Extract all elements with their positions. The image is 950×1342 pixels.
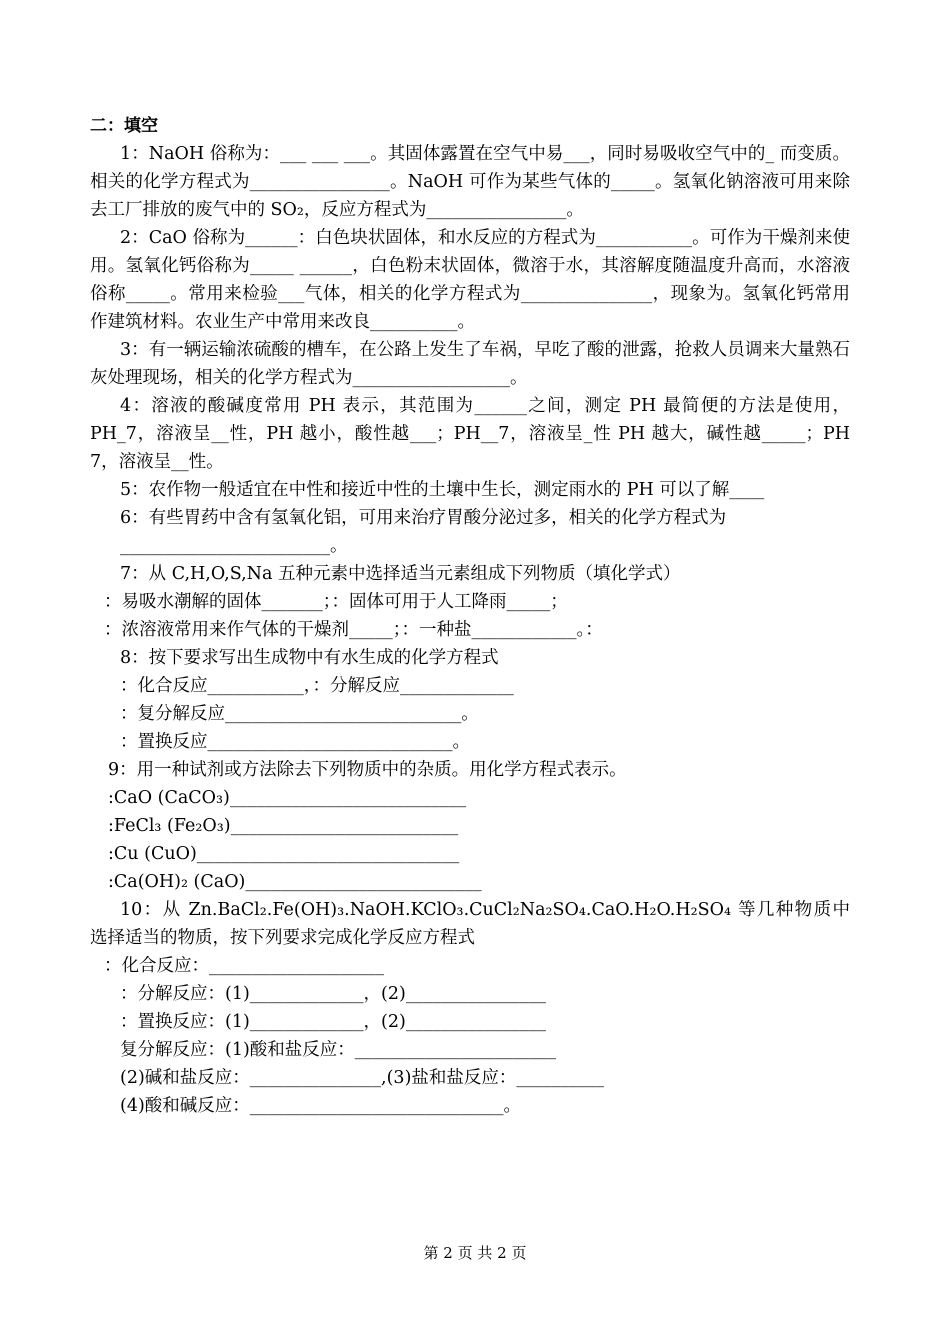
question-7-part-a: ：易吸水潮解的固体_______；：固体可用于人工降雨_____； — [104, 592, 568, 612]
question-10-part-d: 复分解反应：(1)酸和盐反应：_______________________ — [120, 1040, 557, 1060]
worksheet-body — [90, 112, 850, 1120]
question-10-part-e: (2)碱和盐反应：_______________,(3)盐和盐反应：__________ — [120, 1068, 604, 1088]
question-10-part-a: ：化合反应：____________________ — [104, 956, 384, 976]
question-9: 9：用一种试剂或方法除去下列物质中的杂质。用化学方程式表示。 — [108, 760, 627, 780]
question-6: 6：有些胃药中含有氢氧化铝，可用来治疗胃酸分泌过多，相关的化学方程式为 — [120, 508, 727, 528]
question-10-part-f: (4)酸和碱反应：_____________________________。 — [120, 1096, 522, 1116]
question-1: 1：NaOH 俗称为：___ ___ ___。其固体露置在空气中易___，同时易吸收空气中的_ 而变质。相关的化学方程式为________________。NaOH 可作为某些气体的_____。氢氧化钠溶液可用来除去工厂排放的废气中的 SO₂，反应方程式为________________。 — [90, 144, 850, 220]
question-8: 8：按下要求写出生成物中有水生成的化学方程式 — [120, 648, 499, 668]
page-footer: 第 2 页 共 2 页 — [423, 1244, 527, 1262]
question-5: 5：农作物一般适宜在中性和接近中性的土壤中生长，测定雨水的 PH 可以了解____ — [120, 480, 765, 500]
question-7-part-b: ：浓溶液常用来作气体的干燥剂_____；：一种盐____________。： — [104, 620, 603, 640]
question-8-part-c: ：置换反应____________________________。 — [120, 732, 470, 752]
question-9-item-2: :FeCl₃ (Fe₂O₃)__________________________ — [108, 816, 459, 836]
question-8-part-a: ：化合反应___________，：分解反应_____________ — [120, 676, 514, 696]
question-9-item-3: :Cu (CuO)______________________________ — [108, 844, 460, 864]
question-10-part-b: ：分解反应：(1)_____________，(2)________________ — [120, 984, 546, 1004]
question-9-item-4: :Ca(OH)₂ (CaO)___________________________ — [108, 872, 482, 892]
question-3: 3：有一辆运输浓硫酸的槽车，在公路上发生了车祸，早吃了酸的泄露，抢救人员调来大量熟石灰处理现场，相关的化学方程式为__________________。 — [90, 340, 850, 388]
question-8-part-b: ：复分解反应___________________________。 — [120, 704, 479, 724]
question-6-answer-line: ________________________。 — [120, 536, 348, 556]
question-10: 10：从 Zn.BaCl₂.Fe(OH)₃.NaOH.KClO₃.CuCl₂Na₂SO₄.CaO.H₂O.H₂SO₄ 等几种物质中选择适当的物质，按下列要求完成化学反应方程式 — [90, 900, 850, 948]
section-heading: 二：填空 — [90, 116, 158, 136]
question-2: 2：CaO 俗称为______：白色块状固体，和水反应的方程式为___________。可作为干燥剂来使用。氢氧化钙俗称为_____ ______，白色粉末状固体，微溶于水，其溶解度随温度升高而，水溶液俗称_____。常用来检验___气体，相关的化学方程式为_______________，现象为。氢氧化钙常用作建筑材料。农业生产中常用来改良__________。 — [90, 228, 850, 332]
question-10-part-c: ：置换反应：(1)_____________，(2)________________ — [120, 1012, 546, 1032]
question-4: 4：溶液的酸碱度常用 PH 表示，其范围为______之间，测定 PH 最简便的方法是使用，PH_7，溶液呈__性，PH 越小，酸性越___；PH__7，溶液呈_性 PH 越大，碱性越_____；PH 7，溶液呈__性。 — [90, 396, 850, 472]
question-7: 7：从 C,H,O,S,Na 五种元素中选择适当元素组成下列物质（填化学式） — [120, 564, 681, 584]
question-9-item-1: :CaO (CaCO₃)___________________________ — [108, 788, 467, 808]
